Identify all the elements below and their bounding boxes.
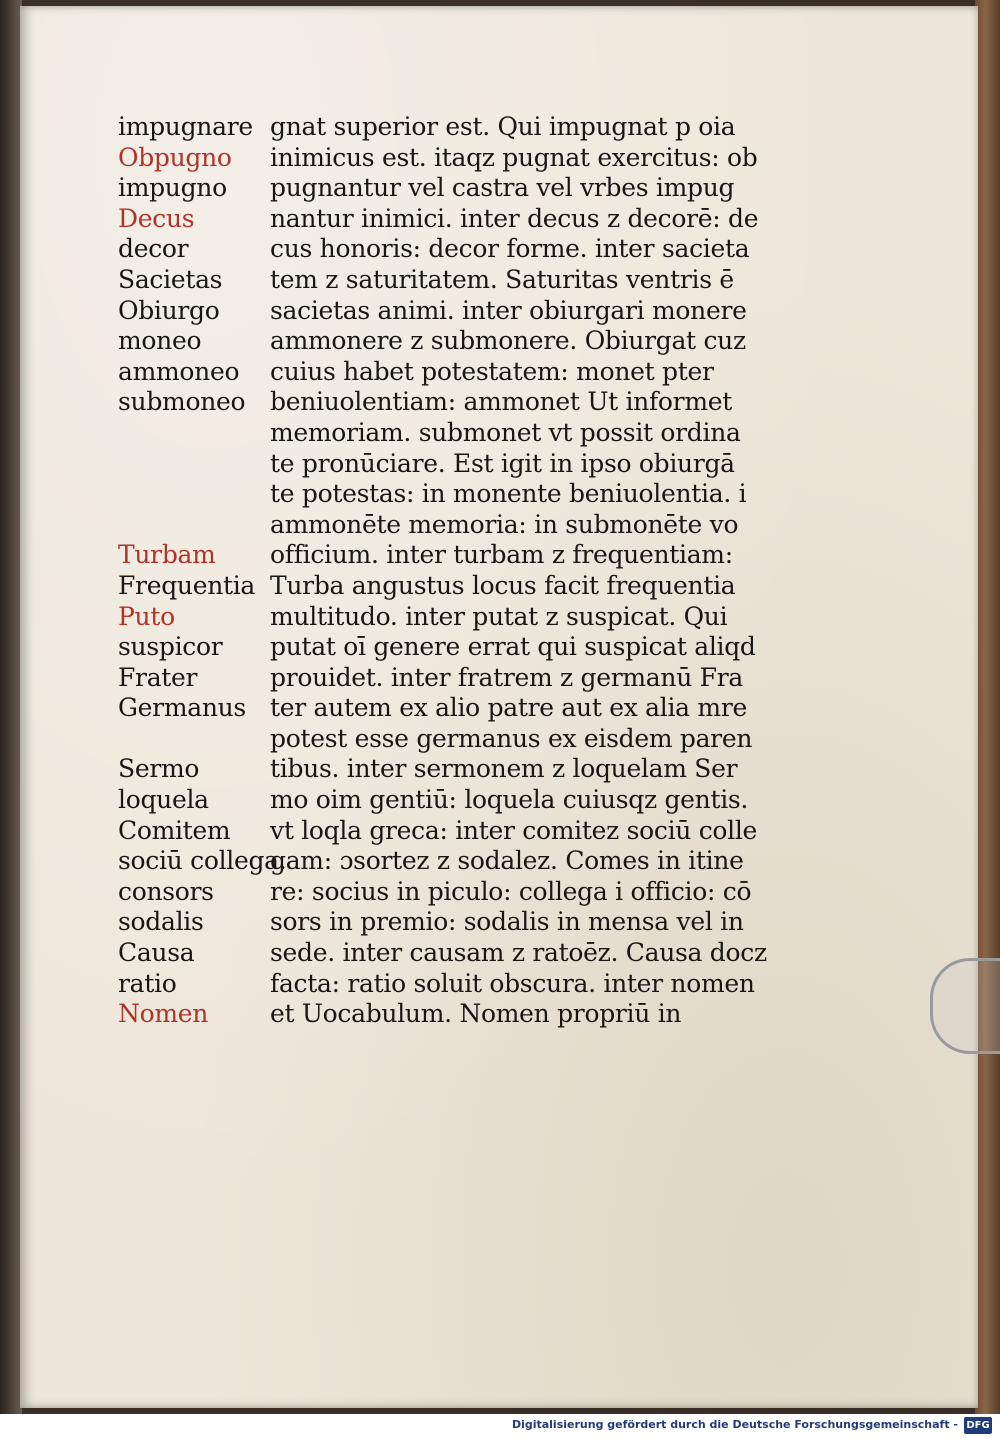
text-line: re: socius in piculo: collega i officio: cō bbox=[270, 876, 752, 906]
marginal-keyword: Puto bbox=[118, 601, 175, 631]
marginal-keyword: Nomen bbox=[118, 999, 209, 1029]
dfg-logo: DFG bbox=[964, 1417, 992, 1434]
text-line: sede. inter causam z ratoēz. Causa docz bbox=[270, 938, 767, 968]
text-line: facta: ratio soluit obscura. inter nomen bbox=[270, 968, 755, 998]
marginal-keyword: ammoneo bbox=[118, 356, 240, 386]
marginal-keyword: Decus bbox=[118, 203, 195, 233]
marginal-keyword bbox=[118, 724, 278, 755]
marginal-keyword bbox=[118, 449, 278, 480]
marginal-keyword: sociū collega. bbox=[118, 846, 287, 876]
marginal-keyword: loquela bbox=[118, 785, 209, 815]
text-line: vt loqla greca: inter comitez sociū colle bbox=[270, 815, 758, 845]
book-binding-edge bbox=[0, 0, 22, 1414]
text-line: Turba angustus locus facit frequentia bbox=[270, 570, 736, 600]
text-line: ammonere z submonere. Obiurgat cuz bbox=[270, 326, 746, 356]
marginal-keyword: Sermo bbox=[118, 754, 200, 784]
text-line: gam: ɔsortez z sodalez. Comes in itine bbox=[270, 846, 744, 876]
marginal-keyword: ratio bbox=[118, 968, 177, 998]
text-line: sacietas animi. inter obiurgari monere bbox=[270, 295, 747, 325]
text-line: tibus. inter sermonem z loquelam Ser bbox=[270, 754, 738, 784]
page-clip bbox=[930, 958, 1000, 1054]
text-line: cus honoris: decor forme. inter sacieta bbox=[270, 234, 750, 264]
marginal-keyword: submoneo bbox=[118, 387, 246, 417]
text-line: mo oim gentiū: loquela cuiusqz gentis. bbox=[270, 785, 749, 815]
footer-credit: Digitalisierung gefördert durch die Deutsche Forschungsgemeinschaft - bbox=[511, 1418, 958, 1431]
text-line: nantur inimici. inter decus z decorē: de bbox=[270, 203, 759, 233]
marginal-keyword: Turbam bbox=[118, 540, 216, 570]
marginal-keyword: decor bbox=[118, 234, 189, 264]
text-line: officium. inter turbam z frequentiam: bbox=[270, 540, 733, 570]
marginal-keyword: Comitem bbox=[118, 815, 231, 845]
marginal-keyword: Obiurgo bbox=[118, 295, 220, 325]
text-line: tem z saturitatem. Saturitas ventris ē bbox=[270, 264, 734, 294]
marginal-keyword: Sacietas bbox=[118, 264, 223, 294]
marginal-keyword bbox=[118, 479, 278, 510]
text-line: potest esse germanus ex eisdem paren bbox=[270, 723, 753, 753]
text-line: cuius habet potestatem: monet pter bbox=[270, 356, 714, 386]
marginal-keyword: Germanus bbox=[118, 693, 246, 723]
text-line: beniuolentiam: ammonet Ut informet bbox=[270, 387, 732, 417]
text-line: prouidet. inter fratrem z germanū Fra bbox=[270, 662, 743, 692]
text-line: sors in premio: sodalis in mensa vel in bbox=[270, 907, 744, 937]
text-line: et Uocabulum. Nomen propriū in bbox=[270, 999, 682, 1029]
marginal-keyword: Obpugno bbox=[118, 142, 232, 172]
marginal-keywords-column bbox=[118, 112, 287, 1030]
text-line: memoriam. submonet vt possit ordina bbox=[270, 417, 741, 447]
text-line: multitudo. inter putat z suspicat. Qui bbox=[270, 601, 728, 631]
marginal-keyword bbox=[118, 418, 278, 449]
marginal-keyword: Causa bbox=[118, 938, 195, 968]
marginal-keyword: suspicor bbox=[118, 632, 223, 662]
main-text-column bbox=[270, 112, 770, 1030]
text-line: te potestas: in monente beniuolentia. i bbox=[270, 479, 747, 509]
text-line: ammonēte memoria: in submonēte vo bbox=[270, 509, 739, 539]
text-line: putat oī genere errat qui suspicat aliqd bbox=[270, 632, 756, 662]
text-line: te pronūciare. Est igit in ipso obiurgā bbox=[270, 448, 735, 478]
marginal-keyword: Frequentia bbox=[118, 570, 256, 600]
marginal-keyword: Frater bbox=[118, 662, 198, 692]
text-line: ter autem ex alio patre aut ex alia mre bbox=[270, 693, 747, 723]
marginal-keyword: consors bbox=[118, 876, 214, 906]
text-line: pugnantur vel castra vel vrbes impug bbox=[270, 173, 735, 203]
text-line: inimicus est. itaqz pugnat exercitus: ob bbox=[270, 142, 758, 172]
marginal-keyword: impugnare bbox=[118, 112, 253, 141]
marginal-keyword: moneo bbox=[118, 326, 202, 356]
marginal-keyword bbox=[118, 510, 278, 541]
book-cover-edge bbox=[975, 0, 1000, 1414]
marginal-keyword: sodalis bbox=[118, 907, 204, 937]
marginal-keyword: impugno bbox=[118, 173, 227, 203]
text-line: gnat superior est. Qui impugnat p oia bbox=[270, 112, 736, 141]
